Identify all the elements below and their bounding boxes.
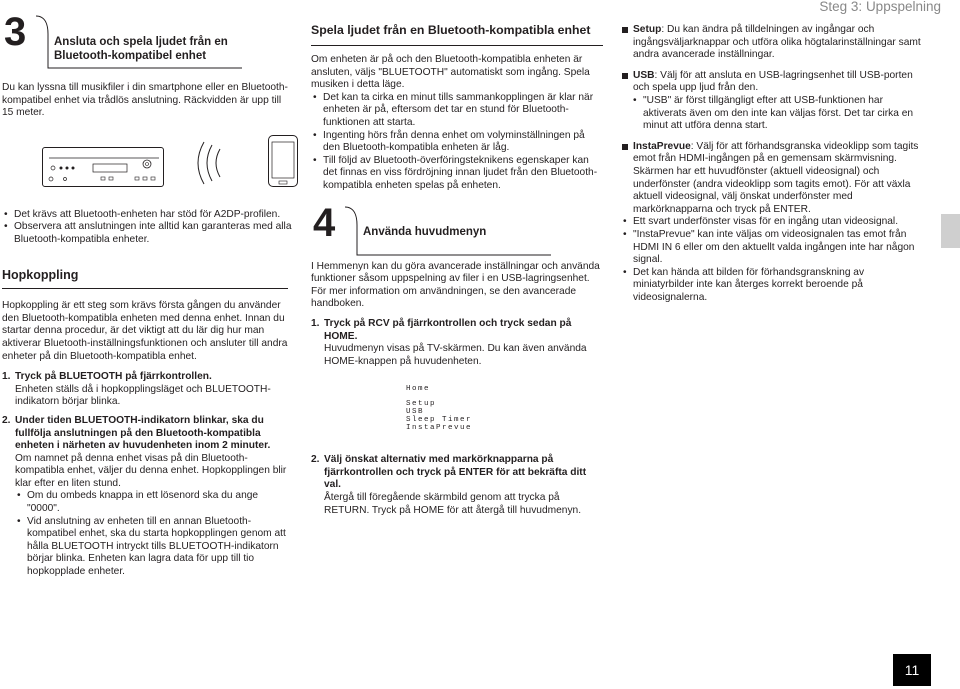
setup-description — [621, 24, 921, 62]
step-title: Under tiden BLUETOOTH-indikatorn blinkar, ska du fullfölja anslutningen på den Bluetooth-kompatibla enheten i närheten av huvudenheten inom 2 minuter. — [15, 414, 271, 452]
step-title: Välj önskat alternativ med markörknapparna på fjärrkontrollen och tryck på ENTER för att bekräfta ditt val. — [324, 454, 587, 491]
menu-step1 — [311, 318, 603, 343]
step4-title: Använda huvudmenyn — [363, 225, 487, 238]
list-item: • Ingenting hörs från denna enhet om volyminställningen på den Bluetooth-kompatibla enheten är låg. — [311, 130, 603, 155]
list-item: • "InstaPrevue" kan inte väljas om videosignalen tas emot från HDMI IN 6 eller om den aktuellt valda ingången inte har någon signal. — [621, 229, 921, 267]
left-column — [2, 0, 292, 579]
pairing-heading: Hopkoppling — [2, 269, 288, 290]
step3-intro: Du kan lyssna till musikfiler i din smartphone eller en Bluetooth-kompatibel enhet via trådlös anslutning. Räckvidden är upp till 15 meter. — [2, 82, 288, 119]
instaprevue-description — [621, 141, 921, 217]
step3-number: 3 — [4, 10, 25, 54]
step-body: Huvudmenyn visas på TV-skärmen. Du kan även använda HOME-knappen på huvudenheten. — [324, 343, 587, 367]
menu-descriptions — [621, 24, 921, 95]
pairing-step1 — [2, 371, 292, 384]
pairing-step2 — [2, 415, 292, 453]
page-header — [819, 1, 941, 14]
description: : Välj för att förhandsgranska videoklipp som tagits emot från HDMI-ingången på en gemensam skärmvisning. Skärmen har ett huvudfönster (aktuell videosignal) och underfönster (andra videoklipp som tagits emot). För att växla aktuell videosignal, välj önskat underfönster med markörknapparna och tryck på ENTER. — [633, 140, 919, 215]
section-label: Uppspelning — [865, 0, 941, 14]
receiver-icon — [42, 147, 164, 187]
step3-notes — [2, 209, 292, 247]
step-title: Tryck på RCV på fjärrkontrollen och tryck sedan på HOME. — [324, 317, 572, 342]
step3-title: Ansluta och spela ljudet från en Bluetooth-kompatibel enhet — [54, 36, 228, 62]
instaprevue-notes — [621, 216, 921, 304]
step-number: 1. — [2, 371, 11, 383]
menu-item-sleep-timer: Sleep Timer — [406, 416, 473, 425]
pairing-body: Hopkoppling är ett steg som krävs första gången du använder den Bluetooth-kompatibla enheten med denna enhet. Innan du startar denna procedur, är det viktigt att du lär dig hur man aktiverar Bluetooth-inställningsfunktionen och ansluter till andra enheter på din Bluetooth-kompatibla enhet. — [2, 300, 288, 362]
list-item: • Observera att anslutningen inte alltid kan garanteras med alla Bluetooth-kompatibla enheter. — [2, 221, 292, 246]
term: InstaPrevue — [633, 140, 691, 152]
home-menu-screen — [396, 378, 596, 454]
pairing-step2-notes — [2, 490, 292, 578]
list-item: • Det kan ta cirka en minut tills sammankopplingen är klar när enheten är på, eftersom det tar en stund för Bluetooth-funktionen att starta. — [311, 92, 603, 130]
side-tab-marker — [941, 214, 960, 248]
list-item: • Till följd av Bluetooth-överföringsteknikens egenskaper kan det finnas en viss fördröjning innan ljudet från den Bluetooth-kompatibla enheten spelas på enheten. — [311, 155, 603, 193]
step3-header — [2, 10, 292, 70]
page-number: 11 — [893, 654, 931, 686]
step-title: Tryck på BLUETOOTH på fjärrkontrollen. — [15, 371, 212, 383]
list-item: • Om du ombeds knappa in ett lösenord ska du ange "0000". — [15, 490, 292, 515]
step4-header — [311, 200, 603, 257]
smartphone-icon — [268, 135, 298, 187]
menu-step2 — [311, 454, 603, 492]
step4-number: 4 — [313, 200, 334, 245]
menu-title: Home — [406, 385, 431, 394]
description: : Du kan ändra på tilldelningen av ingångar och ingångsväljarknappar och utföra olika högtalarinställningar samt andra avancerade inställningar. — [633, 24, 921, 61]
step-body: Enheten ställs då i hopkopplingsläget och BLUETOOTH-indikatorn börjar blinka. — [15, 383, 271, 408]
list-item: • Det krävs att Bluetooth-enheten har stöd för A2DP-profilen. — [2, 209, 292, 222]
usb-description — [621, 70, 921, 95]
step-number: 1. — [311, 317, 320, 329]
step-number: 2. — [2, 414, 11, 426]
usb-notes — [631, 95, 921, 133]
list-item: • "USB" är först tillgängligt efter att USB-funktionen har aktiverats även om den inte kan väljas först. Det tar cirka en minut att utföra denna start. — [631, 95, 921, 133]
list-item: • Ett svart underfönster visas för en ingång utan videosignal. — [621, 216, 921, 229]
menu-item-usb: USB — [406, 408, 425, 417]
list-item: • Vid anslutning av enheten till en annan Bluetooth-kompatibel enhet, ska du starta hopkopplingen genom att hålla BLUETOOTH intryckt tills BLUETOOTH-indikatorn börjar blinka. Enheten kan lagra data för upp till tio hopkopplade enheter. — [15, 516, 292, 579]
term: USB — [633, 69, 655, 81]
step-body: Återgå till föregående skärmbild genom att trycka på RETURN. Tryck på HOME för att återgå till huvudmenyn. — [324, 492, 582, 516]
term: Setup — [633, 24, 662, 35]
playback-heading: Spela ljudet från en Bluetooth-kompatibla enhet — [311, 0, 603, 46]
bluetooth-illustration — [42, 135, 292, 197]
menu-item-setup: Setup — [406, 400, 437, 409]
menu-descriptions-2 — [621, 141, 921, 217]
playback-intro: Om enheten är på och den Bluetooth-kompatibla enheten är ansluten, väljs "BLUETOOTH" automatiskt som ingång. Spela musiken i detta läge. — [311, 54, 590, 91]
step-body: Om namnet på denna enhet visas på din Bluetooth-kompatibla enhet, väljer du denna enhet. Hopkopplingen blir klar efter en liten stund. — [15, 452, 287, 489]
wireless-waves-icon — [188, 141, 248, 185]
menu-item-instaprevue: InstaPrevue — [406, 424, 473, 433]
list-item: • Det kan hända att bilden för förhandsgranskning av miniatyrbilder inte kan återges korrekt beroende på videosignalerna. — [621, 267, 921, 305]
step4-intro: I Hemmenyn kan du göra avancerade inställningar och använda funktioner såsom uppspelning av filer i en USB-lagringsenhet. För mer information om användningen, se den avancerade handboken. — [311, 260, 600, 310]
middle-column — [311, 0, 603, 517]
playback-notes — [311, 92, 603, 193]
step-label: Steg 3: — [819, 0, 863, 14]
description: : Välj för att ansluta en USB-lagringsenhet till USB-porten och spela upp ljud från den. — [633, 69, 913, 94]
step-number: 2. — [311, 454, 320, 466]
right-column — [621, 24, 921, 304]
